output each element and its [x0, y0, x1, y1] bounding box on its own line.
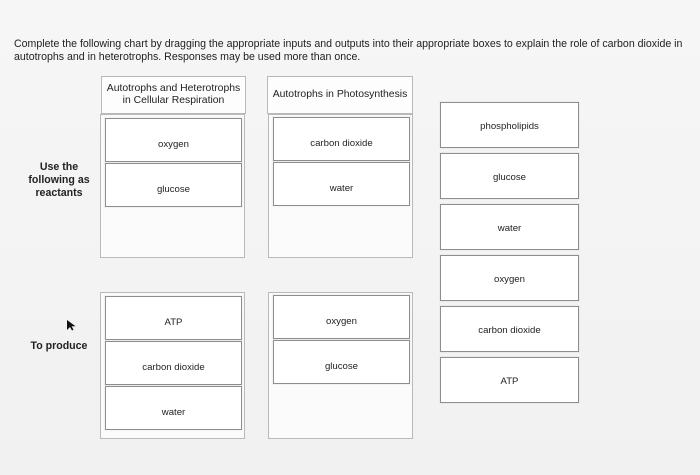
- row-label-line: Use the: [39, 161, 79, 173]
- answer-card-carbon-dioxide[interactable]: [440, 306, 579, 352]
- column-header-line: Autotrophs in Photosynthesis: [272, 89, 408, 100]
- row-label-line: reactants: [35, 187, 83, 199]
- row-label-line: following as: [28, 174, 90, 186]
- dropzone-respiration-products[interactable]: [100, 292, 245, 439]
- card-label: oxygen: [158, 139, 189, 150]
- card-label: water: [161, 407, 186, 418]
- card-label: carbon dioxide: [478, 325, 541, 336]
- row-label-produce: To produce: [30, 340, 88, 352]
- placed-card[interactable]: [273, 295, 410, 339]
- card-label: glucose: [492, 172, 527, 183]
- column-header-line: Autotrophs and Heterotrophs: [106, 83, 241, 94]
- card-label: water: [329, 183, 354, 194]
- answer-card-glucose[interactable]: [440, 153, 579, 199]
- card-label: oxygen: [494, 274, 525, 285]
- card-label: carbon dioxide: [310, 138, 373, 149]
- instructions-text: Complete the following chart by dragging the appropriate inputs and outputs into their appropriate boxes to explain the role of carbon dioxide in autotrophs and in heterotrophs. Responses may be used more than once.: [14, 38, 683, 63]
- placed-card[interactable]: [105, 341, 242, 385]
- card-label: oxygen: [326, 316, 357, 327]
- card-label: ATP: [164, 317, 183, 328]
- placed-card[interactable]: [273, 340, 410, 384]
- arrow-cursor-icon: [66, 319, 76, 331]
- card-label: carbon dioxide: [142, 362, 205, 373]
- card-label: glucose: [156, 184, 191, 195]
- dropzone-respiration-reactants[interactable]: [100, 114, 245, 258]
- answer-card-atp[interactable]: [440, 357, 579, 403]
- placed-card[interactable]: [273, 162, 410, 206]
- card-label: ATP: [500, 376, 519, 387]
- dropzone-photosynthesis-products[interactable]: [268, 292, 413, 439]
- answer-card-water[interactable]: [440, 204, 579, 250]
- answer-card-phospholipids[interactable]: [440, 102, 579, 148]
- card-label: glucose: [324, 361, 359, 372]
- answer-card-oxygen[interactable]: [440, 255, 579, 301]
- column-header-cellular-respiration: [101, 76, 246, 114]
- placed-card[interactable]: [105, 296, 242, 340]
- card-label: phospholipids: [480, 121, 539, 132]
- placed-card[interactable]: [105, 118, 242, 162]
- column-header-photosynthesis: [267, 76, 413, 114]
- row-label-reactants: [18, 161, 100, 200]
- card-label: water: [497, 223, 522, 234]
- placed-card[interactable]: [105, 163, 242, 207]
- placed-card[interactable]: [273, 117, 410, 161]
- placed-card[interactable]: [105, 386, 242, 430]
- column-header-line: in Cellular Respiration: [122, 95, 225, 106]
- dropzone-photosynthesis-reactants[interactable]: [268, 114, 413, 258]
